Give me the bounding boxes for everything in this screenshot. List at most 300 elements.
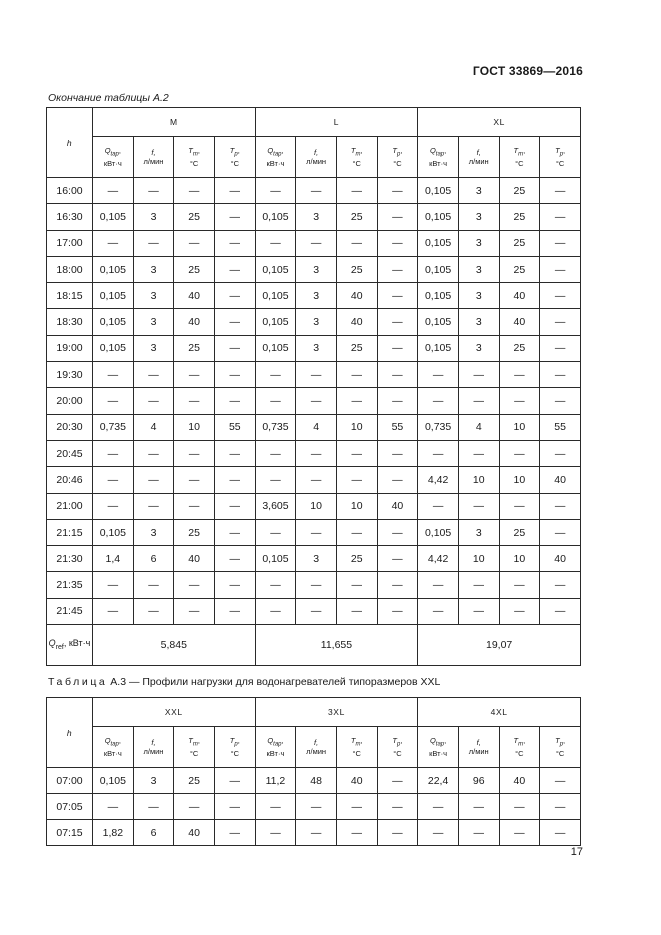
sub-header xyxy=(377,727,418,768)
table-a3-header xyxy=(47,698,581,768)
value-cell: 40 xyxy=(174,546,215,572)
value-cell: — xyxy=(133,794,174,820)
value-cell: 25 xyxy=(499,230,540,256)
value-cell: 0,105 xyxy=(93,204,134,230)
table-row xyxy=(47,493,581,519)
value-cell: 10 xyxy=(499,414,540,440)
value-cell: 3 xyxy=(296,546,337,572)
value-cell: — xyxy=(93,572,134,598)
time-cell: 19:30 xyxy=(47,362,93,388)
sub-header-unit: л/мин xyxy=(468,747,489,756)
value-cell: 25 xyxy=(499,256,540,282)
value-cell: 3 xyxy=(133,283,174,309)
sub-header-unit: л/мин xyxy=(306,157,327,166)
time-cell: 20:46 xyxy=(47,467,93,493)
value-cell: — xyxy=(296,467,337,493)
table-row xyxy=(47,572,581,598)
value-cell: — xyxy=(255,440,296,466)
value-cell: 0,105 xyxy=(93,335,134,361)
value-cell: — xyxy=(214,362,255,388)
value-cell: 25 xyxy=(499,204,540,230)
table-a2-body xyxy=(47,178,581,666)
value-cell: — xyxy=(133,598,174,624)
value-cell: — xyxy=(377,388,418,414)
sub-header-symbol: Q xyxy=(104,145,111,155)
header-sub-row xyxy=(47,137,581,178)
page-number: 17 xyxy=(570,846,583,858)
value-cell: — xyxy=(296,178,337,204)
value-cell: — xyxy=(296,572,337,598)
value-cell: — xyxy=(214,572,255,598)
sub-header-subscript: tap xyxy=(110,151,119,158)
value-cell: 0,105 xyxy=(418,335,459,361)
sub-header-subscript: tap xyxy=(273,151,282,158)
value-cell: — xyxy=(418,362,459,388)
value-cell: — xyxy=(377,440,418,466)
time-cell: 18:30 xyxy=(47,309,93,335)
value-cell: 0,105 xyxy=(255,309,296,335)
value-cell: 40 xyxy=(174,283,215,309)
time-cell: 19:00 xyxy=(47,335,93,361)
value-cell: — xyxy=(133,493,174,519)
sub-header-symbol: f, xyxy=(476,738,481,747)
sub-header-comma: , xyxy=(523,735,526,745)
value-cell: — xyxy=(458,362,499,388)
sub-header-comma: , xyxy=(400,145,403,155)
value-cell: 0,105 xyxy=(255,256,296,282)
sub-header-unit: кВт·ч xyxy=(103,159,122,169)
value-cell: — xyxy=(296,519,337,545)
value-cell: 4,42 xyxy=(418,546,459,572)
time-cell: 16:00 xyxy=(47,178,93,204)
sub-header xyxy=(214,137,255,178)
sub-header-subscript: tap xyxy=(110,741,119,748)
value-cell: — xyxy=(174,178,215,204)
sub-header-unit: кВт·ч xyxy=(103,749,122,759)
value-cell: — xyxy=(540,256,581,282)
value-cell: — xyxy=(540,493,581,519)
value-cell: 0,105 xyxy=(255,335,296,361)
sub-header xyxy=(540,137,581,178)
sub-header-unit: °C xyxy=(515,159,524,169)
sub-header-unit: °C xyxy=(393,159,402,169)
sub-header-comma: , xyxy=(237,145,240,155)
time-cell: 18:00 xyxy=(47,256,93,282)
total-value-cell: 11,655 xyxy=(255,625,418,666)
time-cell: 07:00 xyxy=(47,768,93,794)
value-cell: — xyxy=(499,493,540,519)
value-cell: 3 xyxy=(133,204,174,230)
value-cell: 0,105 xyxy=(93,283,134,309)
time-cell: 16:30 xyxy=(47,204,93,230)
sub-header-comma: , xyxy=(281,735,284,745)
sub-header-unit: °C xyxy=(230,159,239,169)
value-cell: — xyxy=(377,256,418,282)
value-cell: — xyxy=(540,572,581,598)
value-cell: 40 xyxy=(499,768,540,794)
value-cell: 3 xyxy=(296,204,337,230)
value-cell: — xyxy=(540,820,581,846)
sub-header-symbol: T xyxy=(188,735,193,745)
sub-header xyxy=(255,137,296,178)
value-cell: — xyxy=(540,362,581,388)
value-cell: — xyxy=(499,598,540,624)
value-cell: — xyxy=(255,362,296,388)
sub-header xyxy=(336,137,377,178)
value-cell: — xyxy=(214,230,255,256)
sub-header-symbol: T xyxy=(392,735,397,745)
value-cell: — xyxy=(93,362,134,388)
sub-header-subscript: m xyxy=(192,741,198,748)
value-cell: — xyxy=(93,230,134,256)
group-header: XL xyxy=(418,108,581,137)
time-cell: 07:05 xyxy=(47,794,93,820)
value-cell: — xyxy=(458,598,499,624)
sub-header-unit: л/мин xyxy=(468,157,489,166)
sub-header-comma: , xyxy=(360,735,363,745)
value-cell: 1,82 xyxy=(93,820,134,846)
sub-header-comma: , xyxy=(197,735,200,745)
value-cell: 40 xyxy=(377,493,418,519)
value-cell: 1,4 xyxy=(93,546,134,572)
table-row xyxy=(47,388,581,414)
value-cell: 0,105 xyxy=(418,256,459,282)
table-a3 xyxy=(46,697,581,846)
value-cell: — xyxy=(255,388,296,414)
value-cell: — xyxy=(377,230,418,256)
value-cell: 40 xyxy=(336,283,377,309)
value-cell: 40 xyxy=(336,309,377,335)
value-cell: — xyxy=(540,794,581,820)
sub-header-symbol: T xyxy=(350,735,356,745)
table-row xyxy=(47,519,581,545)
table-row xyxy=(47,467,581,493)
value-cell: — xyxy=(214,820,255,846)
value-cell: — xyxy=(174,440,215,466)
value-cell: 3 xyxy=(296,283,337,309)
sub-header-comma: , xyxy=(523,145,526,155)
value-cell: — xyxy=(377,335,418,361)
value-cell: — xyxy=(499,572,540,598)
header-group-row xyxy=(47,108,581,137)
value-cell: — xyxy=(418,440,459,466)
table-row xyxy=(47,230,581,256)
sub-header-subscript: m xyxy=(518,151,524,158)
sub-header-unit: °C xyxy=(352,159,361,169)
sub-header xyxy=(499,137,540,178)
value-cell: 3 xyxy=(133,309,174,335)
value-cell: — xyxy=(540,598,581,624)
value-cell: 10 xyxy=(458,546,499,572)
value-cell: — xyxy=(418,794,459,820)
header-group-row xyxy=(47,698,581,727)
time-cell: 21:15 xyxy=(47,519,93,545)
sub-header-unit: °C xyxy=(230,749,239,759)
value-cell: — xyxy=(296,230,337,256)
value-cell: 3 xyxy=(296,309,337,335)
value-cell: 0,105 xyxy=(418,519,459,545)
time-cell: 20:30 xyxy=(47,414,93,440)
sub-header xyxy=(133,137,174,178)
table-row xyxy=(47,820,581,846)
time-cell: 18:15 xyxy=(47,283,93,309)
sub-header-unit: кВт·ч xyxy=(266,159,285,169)
value-cell: — xyxy=(336,794,377,820)
value-cell: — xyxy=(255,820,296,846)
value-cell: — xyxy=(174,230,215,256)
table-row xyxy=(47,309,581,335)
value-cell: 25 xyxy=(336,256,377,282)
table-a3-caption xyxy=(48,676,440,688)
table-a2-header xyxy=(47,108,581,178)
value-cell: — xyxy=(214,283,255,309)
sub-header xyxy=(418,727,459,768)
value-cell: 40 xyxy=(336,768,377,794)
value-cell: 3 xyxy=(133,335,174,361)
sub-header-symbol: T xyxy=(392,145,397,155)
sub-header-unit: °C xyxy=(189,159,199,169)
value-cell: — xyxy=(336,598,377,624)
sub-header-unit: °C xyxy=(555,159,565,169)
sub-header-unit: л/мин xyxy=(143,747,164,756)
value-cell: 3,605 xyxy=(255,493,296,519)
value-cell: 4,42 xyxy=(418,467,459,493)
value-cell: — xyxy=(336,519,377,545)
value-cell: 3 xyxy=(133,519,174,545)
sub-header-unit: °C xyxy=(189,749,199,759)
value-cell: — xyxy=(214,256,255,282)
sub-header xyxy=(499,727,540,768)
value-cell: 0,105 xyxy=(93,768,134,794)
total-label-unit: , кВт·ч xyxy=(63,637,91,648)
sub-header-symbol: f, xyxy=(314,738,319,747)
sub-header-comma: , xyxy=(444,735,447,745)
table-row xyxy=(47,178,581,204)
table-a2 xyxy=(46,107,581,666)
table-row xyxy=(47,204,581,230)
value-cell: — xyxy=(133,572,174,598)
time-cell: 07:15 xyxy=(47,820,93,846)
value-cell: — xyxy=(458,440,499,466)
value-cell: — xyxy=(418,388,459,414)
value-cell: 10 xyxy=(499,546,540,572)
sub-header xyxy=(133,727,174,768)
value-cell: — xyxy=(296,598,337,624)
sub-header-symbol: f, xyxy=(151,148,156,157)
value-cell: 25 xyxy=(336,546,377,572)
value-cell: — xyxy=(458,794,499,820)
sub-header-symbol: Q xyxy=(104,735,111,745)
value-cell: — xyxy=(93,794,134,820)
value-cell: 10 xyxy=(458,467,499,493)
header-sub-row xyxy=(47,727,581,768)
value-cell: — xyxy=(377,768,418,794)
time-cell: 21:30 xyxy=(47,546,93,572)
sub-header-symbol: T xyxy=(513,145,519,155)
value-cell: 3 xyxy=(458,309,499,335)
table-a3-body xyxy=(47,768,581,846)
table-row xyxy=(47,335,581,361)
sub-header-unit: °C xyxy=(352,749,361,759)
value-cell: — xyxy=(540,335,581,361)
group-header: XXL xyxy=(93,698,256,727)
value-cell: 0,735 xyxy=(93,414,134,440)
value-cell: — xyxy=(336,388,377,414)
table-a3-caption-text: А.3 — Профили нагрузки для водонагревателей типоразмеров XXL xyxy=(107,676,441,688)
value-cell: 10 xyxy=(336,414,377,440)
table-row xyxy=(47,768,581,794)
value-cell: — xyxy=(214,794,255,820)
sub-header-comma: , xyxy=(118,735,121,745)
value-cell: 3 xyxy=(458,519,499,545)
sub-header-comma: , xyxy=(197,145,200,155)
sub-header-symbol: f, xyxy=(314,148,319,157)
sub-header-subscript: p xyxy=(397,151,401,158)
value-cell: 4 xyxy=(296,414,337,440)
sub-header-symbol: T xyxy=(555,735,560,745)
sub-header xyxy=(296,137,337,178)
value-cell: 0,105 xyxy=(418,309,459,335)
value-cell: 40 xyxy=(499,283,540,309)
table-row xyxy=(47,598,581,624)
value-cell: — xyxy=(418,820,459,846)
value-cell: — xyxy=(418,572,459,598)
value-cell: — xyxy=(336,362,377,388)
value-cell: 25 xyxy=(499,335,540,361)
value-cell: — xyxy=(499,388,540,414)
sub-header-symbol: T xyxy=(188,145,193,155)
value-cell: 3 xyxy=(296,256,337,282)
value-cell: — xyxy=(214,178,255,204)
time-cell: 21:35 xyxy=(47,572,93,598)
value-cell: 25 xyxy=(174,768,215,794)
value-cell: 3 xyxy=(458,256,499,282)
value-cell: — xyxy=(296,440,337,466)
sub-header-symbol: f, xyxy=(476,148,481,157)
sub-header xyxy=(336,727,377,768)
sub-header xyxy=(93,727,134,768)
table-row xyxy=(47,414,581,440)
value-cell: — xyxy=(255,467,296,493)
table-row xyxy=(47,256,581,282)
sub-header xyxy=(214,727,255,768)
value-cell: 3 xyxy=(458,230,499,256)
value-cell: — xyxy=(214,768,255,794)
value-cell: — xyxy=(93,467,134,493)
value-cell: — xyxy=(540,230,581,256)
total-label-symbol: Q xyxy=(48,637,56,648)
value-cell: — xyxy=(133,178,174,204)
sub-header-unit: кВт·ч xyxy=(266,749,285,759)
value-cell: — xyxy=(377,794,418,820)
value-cell: — xyxy=(214,598,255,624)
sub-header-comma: , xyxy=(281,145,284,155)
time-cell: 21:45 xyxy=(47,598,93,624)
value-cell: — xyxy=(174,493,215,519)
value-cell: — xyxy=(377,519,418,545)
value-cell: — xyxy=(133,362,174,388)
value-cell: — xyxy=(133,467,174,493)
value-cell: 11,2 xyxy=(255,768,296,794)
sub-header-comma: , xyxy=(400,735,403,745)
value-cell: — xyxy=(377,820,418,846)
total-label-cell xyxy=(47,625,93,666)
value-cell: — xyxy=(296,388,337,414)
value-cell: — xyxy=(418,493,459,519)
value-cell: 10 xyxy=(296,493,337,519)
value-cell: — xyxy=(174,362,215,388)
value-cell: — xyxy=(540,388,581,414)
value-cell: 3 xyxy=(458,283,499,309)
value-cell: — xyxy=(93,598,134,624)
table-row xyxy=(47,283,581,309)
sub-header-symbol: f, xyxy=(151,738,156,747)
value-cell: 25 xyxy=(174,335,215,361)
value-cell: — xyxy=(174,467,215,493)
value-cell: — xyxy=(540,768,581,794)
value-cell: 3 xyxy=(133,256,174,282)
value-cell: 0,105 xyxy=(93,309,134,335)
value-cell: — xyxy=(214,467,255,493)
value-cell: — xyxy=(214,388,255,414)
sub-header xyxy=(458,137,499,178)
value-cell: 96 xyxy=(458,768,499,794)
value-cell: 40 xyxy=(174,309,215,335)
value-cell: — xyxy=(255,794,296,820)
sub-header-symbol: T xyxy=(555,145,560,155)
sub-header-subscript: tap xyxy=(435,151,445,158)
value-cell: — xyxy=(133,388,174,414)
h-column-header: h xyxy=(47,698,93,768)
value-cell: — xyxy=(214,309,255,335)
value-cell: — xyxy=(540,283,581,309)
value-cell: — xyxy=(214,440,255,466)
value-cell: 0,735 xyxy=(255,414,296,440)
value-cell: 55 xyxy=(377,414,418,440)
value-cell: — xyxy=(93,440,134,466)
sub-header-comma: , xyxy=(237,735,240,745)
value-cell: — xyxy=(296,362,337,388)
total-row xyxy=(47,625,581,666)
sub-header xyxy=(458,727,499,768)
sub-header-symbol: Q xyxy=(429,735,436,745)
value-cell: 10 xyxy=(336,493,377,519)
value-cell: — xyxy=(255,598,296,624)
group-header: L xyxy=(255,108,418,137)
value-cell: 6 xyxy=(133,546,174,572)
table-row xyxy=(47,440,581,466)
sub-header-unit: л/мин xyxy=(143,157,164,166)
sub-header-unit: °C xyxy=(393,749,402,759)
value-cell: — xyxy=(296,820,337,846)
value-cell: 22,4 xyxy=(418,768,459,794)
value-cell: 25 xyxy=(336,335,377,361)
total-value-cell: 5,845 xyxy=(93,625,256,666)
value-cell: 25 xyxy=(499,519,540,545)
value-cell: 3 xyxy=(296,335,337,361)
sub-header xyxy=(174,137,215,178)
value-cell: — xyxy=(133,440,174,466)
value-cell: 0,105 xyxy=(418,283,459,309)
value-cell: — xyxy=(336,440,377,466)
sub-header xyxy=(174,727,215,768)
value-cell: — xyxy=(499,440,540,466)
value-cell: — xyxy=(499,362,540,388)
value-cell: 3 xyxy=(458,178,499,204)
time-cell: 17:00 xyxy=(47,230,93,256)
sub-header-subscript: p xyxy=(234,151,238,158)
value-cell: 40 xyxy=(174,820,215,846)
